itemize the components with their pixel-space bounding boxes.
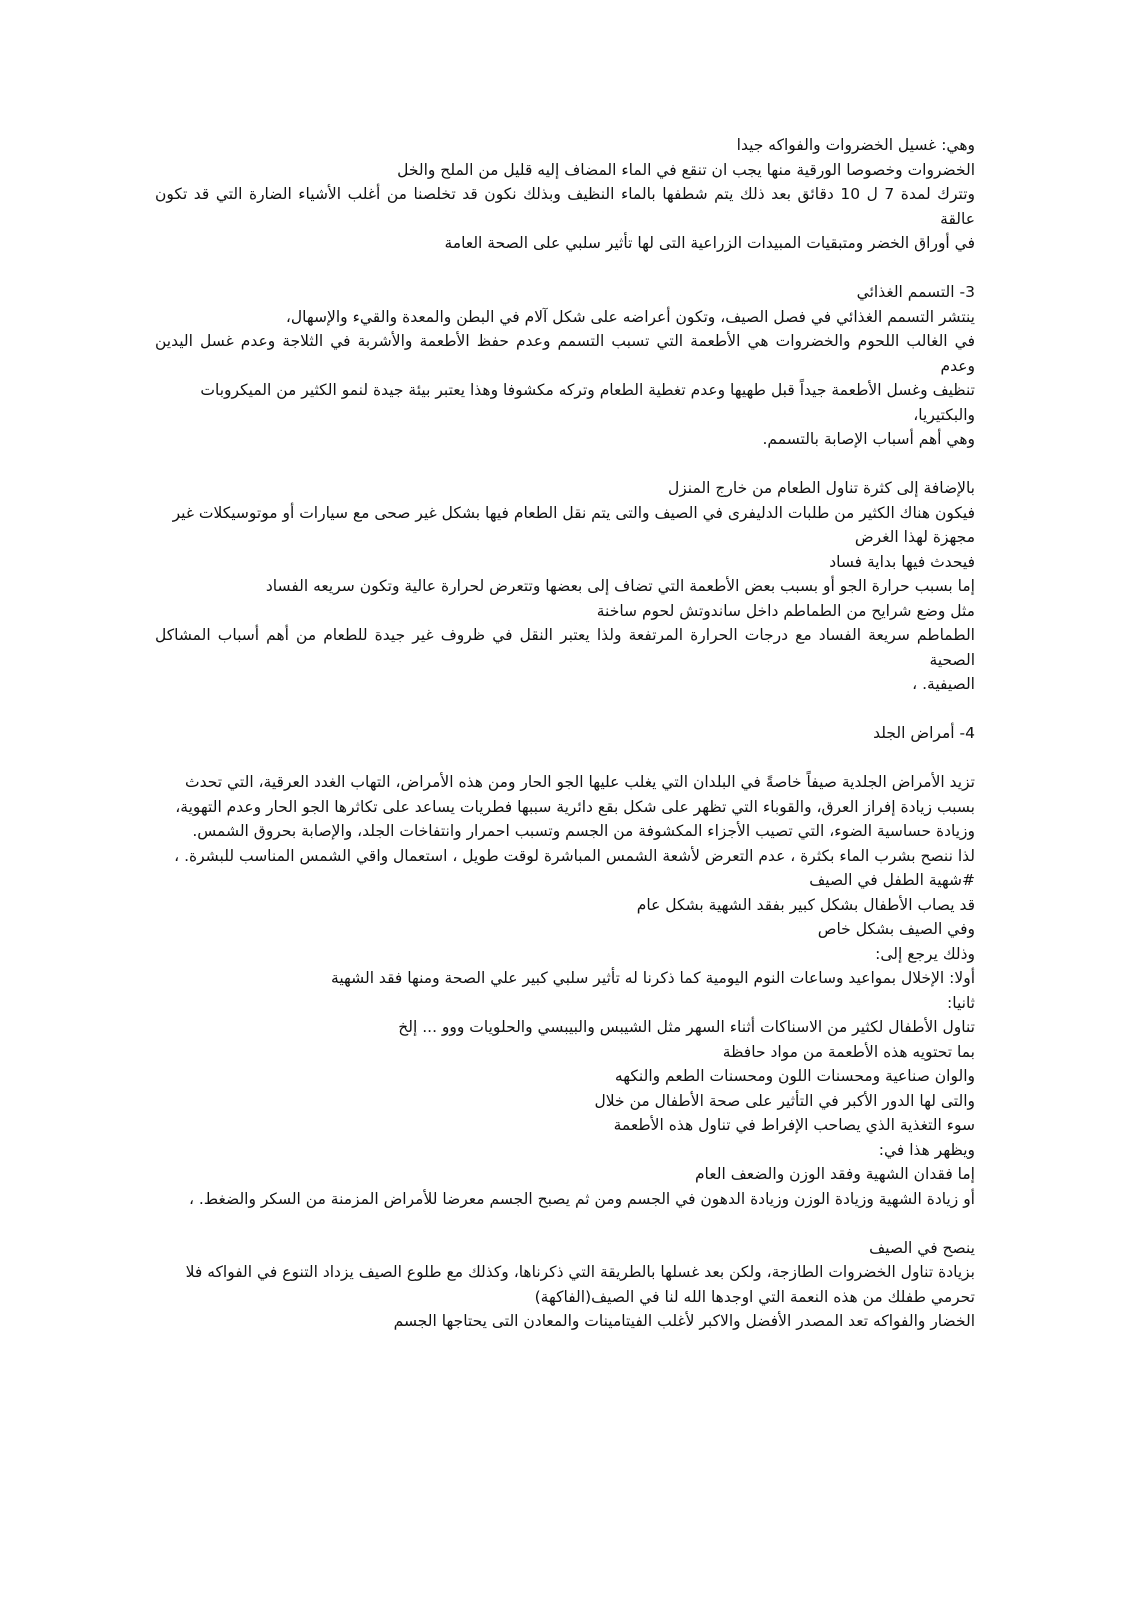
text-line: تناول الأطفال لكثير من الاسناكات أثناء السهر مثل الشيبس والبيبسي والحلويات ووو ... إلخ: [398, 1018, 975, 1036]
text-line: بزيادة تناول الخضروات الطازجة، ولكن بعد غسلها بالطريقة التي ذكرناها، وكذلك مع طلوع الصيف يزداد التنوع في الفواكه فلا: [185, 1263, 975, 1281]
text-line: وهي أهم أسباب الإصابة بالتسمم.: [762, 430, 975, 448]
section-heading-summer-advice: ينصح في الصيف: [869, 1238, 975, 1257]
paragraph-gap: [155, 256, 975, 281]
text-line: بما تحتويه هذه الأطعمة من مواد حافظة: [722, 1042, 975, 1061]
text-line: والتى لها الدور الأكبر في التأثير على صحة الأطفال من خلال: [594, 1091, 975, 1110]
text-line: وفي الصيف بشكل خاص: [817, 920, 975, 938]
text-line: بسبب زيادة إفراز العرق، والقوباء التي تظهر على شكل بقع دائرية سببها فطريات يساعد على تكاثرها الجو الحار وعدم التهوية،: [175, 797, 975, 816]
text-line: مثل وضع شرايح من الطماطم داخل ساندوتش لحوم ساخنة: [596, 601, 975, 620]
text-line: وتترك لمدة 7 ل 10 دقائق بعد ذلك يتم شطفها بالماء النظيف وبذلك نكون قد تخلصنا من أغلب الأشياء الضارة التي قد تكون عالقة: [155, 185, 975, 228]
text-line: ينتشر التسمم الغذائي في فصل الصيف، وتكون أعراضه على شكل آلام في البطن والمعدة والقيء والإسهال،: [285, 307, 975, 326]
text-line: إما فقدان الشهية وفقد الوزن والضعف العام: [694, 1165, 975, 1183]
section-heading-skin-diseases: 4- أمراض الجلد: [873, 724, 975, 742]
text-line: أولا: الإخلال بمواعيد وساعات النوم اليومية كما ذكرنا له تأثير سلبي كبير علي الصحة ومنها فقد الشهية: [331, 969, 975, 987]
text-line: فيكون هناك الكثير من طلبات الدليفرى في الصيف والتى يتم نقل الطعام فيها بشكل غير صحى مع سيارات أو موتوسيكلات غير: [172, 503, 975, 522]
text-line: تحرمي طفلك من هذه النعمة التي اوجدها الله لنا في الصيف(الفاكهة): [534, 1287, 975, 1306]
text-line: ويظهر هذا في:: [878, 1140, 975, 1159]
text-line: الخضار والفواكه تعد المصدر الأفضل والاكبر لأغلب الفيتامينات والمعادن التى يحتاجها الجسم: [393, 1312, 975, 1330]
text-line: الطماطم سريعة الفساد مع درجات الحرارة المرتفعة ولذا يعتبر النقل في ظروف غير جيدة للطعام من أهم أسباب المشاكل الصحية: [155, 626, 975, 669]
text-line: فيحدث فيها بداية فساد: [829, 552, 975, 571]
text-line: وزيادة حساسية الضوء، التي تصيب الأجزاء المكشوفة من الجسم وتسبب احمرار وانتفاخات الجلد، والإصابة بحروق الشمس.: [192, 822, 975, 840]
text-line: سوء التغذية الذي يصاحب الإفراط في تناول هذه الأطعمة: [613, 1116, 975, 1134]
text-line: تنظيف وغسل الأطعمة جيداً قبل طهيها وعدم تغطية الطعام وتركه مكشوفا وهذا يعتبر بيئة جيدة لنمو الكثير من الميكروبات: [200, 381, 975, 399]
section-heading-food-poisoning: 3- التسمم الغذائي: [856, 283, 975, 301]
text-line: مجهزة لهذا الغرض: [854, 528, 975, 546]
text-line: تزيد الأمراض الجلدية صيفاً خاصةً في البلدان التي يغلب عليها الجو الحار ومن هذه الأمراض، التهاب الغدد العرقية، التي تحدث: [185, 773, 975, 791]
hashtag-heading-child-appetite: #شهية الطفل في الصيف: [809, 871, 975, 889]
text-line: في الغالب اللحوم والخضروات هي الأطعمة التي تسبب التسمم وعدم حفظ الأطعمة والأشربة في الثلاجة وعدم غسل اليدين وعدم: [155, 332, 975, 375]
text-line: وهي: غسيل الخضروات والفواكه جيدا: [736, 136, 975, 154]
document-body: [155, 133, 975, 1334]
text-line: الصيفية. ،: [912, 675, 975, 693]
paragraph-gap: [155, 697, 975, 722]
text-line: أو زيادة الشهية وزيادة الوزن وزيادة الدهون في الجسم ومن ثم يصبح الجسم معرضا للأمراض المزمنة من السكر والضغط. ،: [188, 1189, 975, 1208]
text-line: الخضروات وخصوصا الورقية منها يجب ان تنقع في الماء المضاف إليه قليل من الملح والخل: [397, 160, 975, 179]
text-line: بالإضافة إلى كثرة تناول الطعام من خارج المنزل: [667, 479, 975, 497]
text-line: والبكتيريا،: [913, 405, 975, 424]
paragraph-gap: [155, 1211, 975, 1236]
paragraph-gap: [155, 746, 975, 771]
text-line: وذلك يرجع إلى:: [875, 944, 975, 963]
text-line: والوان صناعية ومحسنات اللون ومحسنات الطعم والنكهه: [614, 1067, 975, 1085]
paragraph-gap: [155, 452, 975, 477]
text-line: في أوراق الخضر ومتبقيات المبيدات الزراعية التى لها تأثير سلبي على الصحة العامة: [444, 234, 975, 252]
text-line: ثانيا:: [947, 993, 975, 1012]
text-line: إما بسبب حرارة الجو أو بسبب بعض الأطعمة التي تضاف إلى بعضها وتتعرض لحرارة عالية وتكون سريعه الفساد: [265, 577, 975, 595]
text-line: لذا ننصح بشرب الماء بكثرة ، عدم التعرض لأشعة الشمس المباشرة لوقت طويل ، استعمال واقي الشمس المناسب للبشرة. ،: [174, 846, 975, 865]
text-line: قد يصاب الأطفال بشكل كبير بفقد الشهية بشكل عام: [636, 895, 975, 914]
